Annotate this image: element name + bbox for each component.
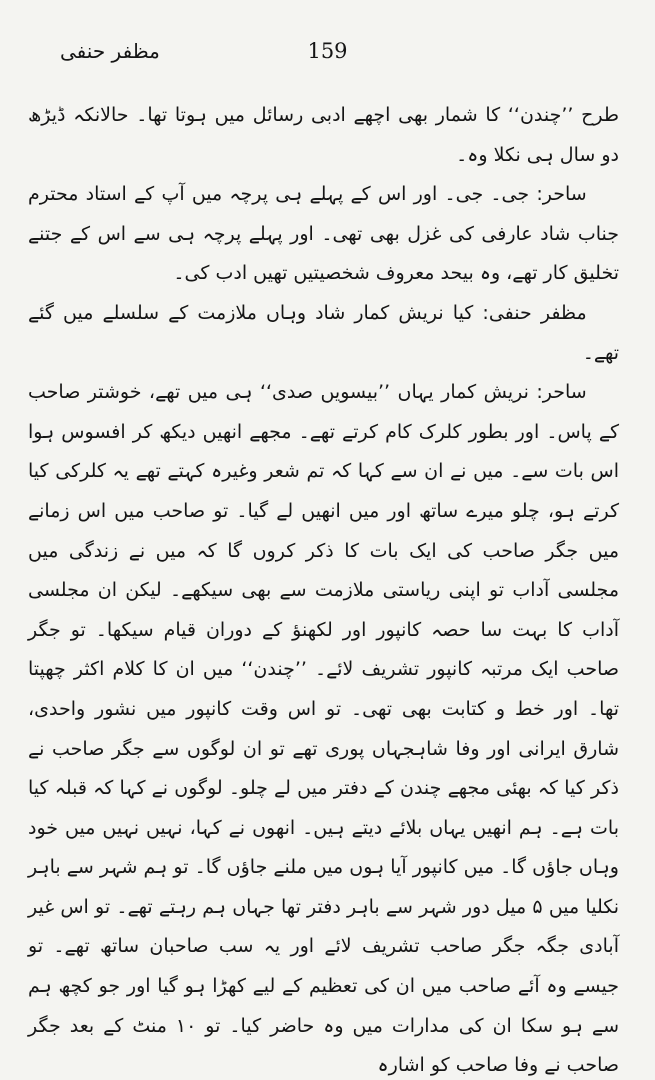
- running-head-author: مظفر حنفی: [60, 39, 160, 63]
- page-header: [60, 36, 595, 76]
- body-text: [28, 96, 619, 1080]
- paragraph-sahir-first-issue: ساحر: جی۔ جی۔ اور اس کے پہلے ہی پرچہ میں آپ کے استاد محترم جناب شاد عارفی کی غزل بھی تھی۔ اور پہلے پرچہ ہی سے اس کے جتنے تخلیق کار تھے، وہ بیحد معروف شخصیتیں تھیں ادب کی۔: [28, 183, 619, 285]
- paragraph-chandan-magazine: طرح ’’چندن‘‘ کا شمار بھی اچھے ادبی رسائل میں ہوتا تھا۔ حالانکہ ڈیڑھ دو سال ہی نکلا وہ۔: [28, 104, 619, 166]
- paragraph-muzaffar-question: مظفر حنفی: کیا نریش کمار شاد وہاں ملازمت کے سلسلے میں گئے تھے۔: [28, 301, 619, 364]
- paragraph-sahir-naresh-kumar: ساحر: نریش کمار یہاں ’’بیسویں صدی‘‘ ہی میں تھے، خوشتر صاحب کے پاس۔ اور بطور کلرک کام کرتے تھے۔ مجھے انھیں دیکھ کر افسوس ہوا اس بات سے۔ میں نے ان سے کہا کہ تم شعر وغیرہ کہتے تھے یہ کلرکی کیا کرتے ہو، چلو میرے ساتھ اور میں انھیں لے گیا۔ تو صاحب میں اس زمانے میں جگر صاحب کی ایک بات کا ذکر کروں گا کہ میں نے زندگی میں مجلسی آداب تو اپنی ریاستی ملازمت سے بھی سیکھے۔ لیکن ان مجلسی آداب کا بہت سا حصہ کانپور اور لکھنؤ کے دوران قیام سیکھا۔ تو جگر صاحب ایک مرتبہ کانپور تشریف لائے۔ ’’چندن‘‘ میں ان کا کلام اکثر چھپتا تھا۔ اور خط و کتابت بھی تھی۔ تو اس وقت کانپور میں نشور واحدی، شارق ایرانی اور وفا شاہجہاں پوری تھے تو ان لوگوں سے جگر صاحب نے ذکر کیا کہ بھئی مجھے چندن کے دفتر میں لے چلو۔ لوگوں نے کہا کہ قبلہ کیا بات ہے۔ ہم انھیں یہاں بلائے دیتے ہیں۔ انھوں نے کہا، نہیں نہیں میں خود وہاں جاؤں گا۔ میں کانپور آیا ہوں میں ملنے جاؤں گا۔ تو ہم شہر سے باہر نکلیا میں ۵ میل دور شہر سے باہر دفتر تھا جہاں ہم رہتے تھے۔ تو اس غیر آبادی جگہ جگر صاحب تشریف لائے اور یہ سب صاحبان ساتھ تھے۔ تو جیسے وہ آئے صاحب میں ان کی تعظیم کے لیے کھڑا ہو گیا اور جو کچھ ہم سے ہو سکا ان کی مدارات میں وہ حاضر کیا۔ تو ۱۰ منٹ کے بعد جگر صاحب نے وفا صاحب کو اشارہ: [28, 381, 620, 1077]
- page-number: 159: [307, 39, 348, 63]
